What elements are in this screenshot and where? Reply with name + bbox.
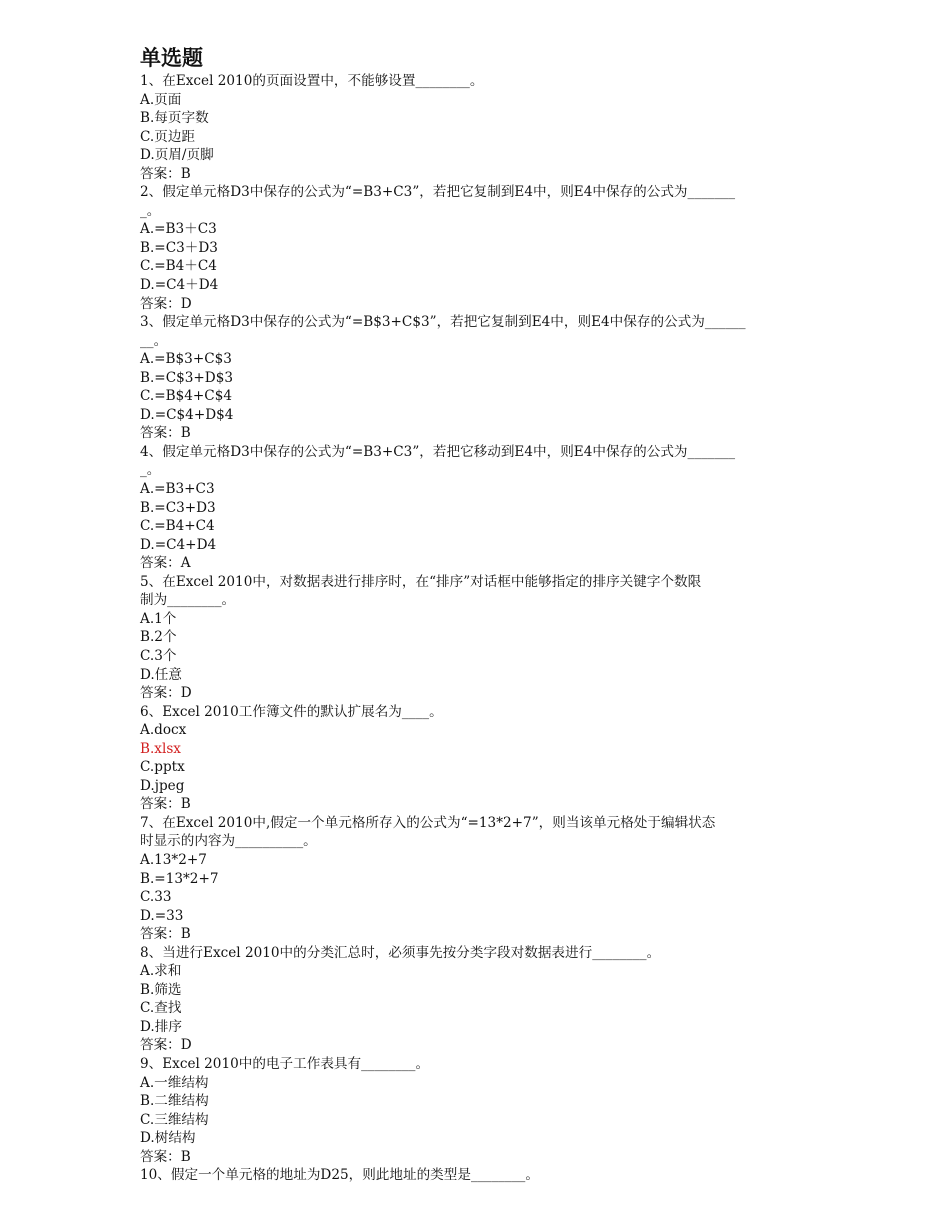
option-item: C.三维结构 xyxy=(140,1111,209,1128)
option-item: C.页边距 xyxy=(140,128,196,145)
option-item: A.求和 xyxy=(140,963,182,980)
option-item: B.二维结构 xyxy=(140,1093,209,1110)
option-item: C.pptx xyxy=(140,759,185,776)
option-item: C.=B4＋C4 xyxy=(140,258,217,275)
question-stem-line: _。 xyxy=(140,202,161,219)
option-item: B.xlsx xyxy=(140,740,181,757)
question-stem-line: 2、假定单元格D3中保存的公式为“=B3+C3”，若把它复制到E4中，则E4中保存的公式为_______ xyxy=(140,184,736,201)
question-block xyxy=(140,703,815,814)
question-block xyxy=(140,573,815,703)
question-stem-line: __。 xyxy=(140,332,168,349)
question-block xyxy=(140,944,815,1055)
option-item: C.=B4+C4 xyxy=(140,518,215,535)
answer-line: 答案：D xyxy=(140,1037,192,1054)
option-item: A.=B3+C3 xyxy=(140,481,215,498)
answer-line: 答案：D xyxy=(140,295,192,312)
option-item: A.1个 xyxy=(140,610,177,627)
answer-line: 答案：B xyxy=(140,1148,191,1165)
question-stem-line: 制为________。 xyxy=(140,592,236,609)
answer-line: 答案：D xyxy=(140,685,192,702)
section-title: 单选题 xyxy=(140,46,203,70)
option-item: B.=C$3+D$3 xyxy=(140,369,233,386)
option-item: B.每页字数 xyxy=(140,110,209,127)
option-item: C.3个 xyxy=(140,647,177,664)
answer-line: 答案：B xyxy=(140,425,191,442)
option-item: D.树结构 xyxy=(140,1130,196,1147)
question-stem-line: 1、在Excel 2010的页面设置中，不能够设置________。 xyxy=(140,73,484,89)
option-item: D.=33 xyxy=(140,907,184,924)
question-stem-line: 3、假定单元格D3中保存的公式为“=B$3+C$3”，若把它复制到E4中，则E4中保存的公式为______ xyxy=(140,314,746,331)
question-stem-line: 9、Excel 2010中的电子工作表具有________。 xyxy=(140,1055,430,1072)
question-stem-line: 8、当进行Excel 2010中的分类汇总时，必须事先按分类字段对数据表进行________。 xyxy=(140,944,661,961)
option-item: C.33 xyxy=(140,889,172,906)
question-block xyxy=(140,72,815,183)
answer-line: 答案：B xyxy=(140,796,191,813)
question-block xyxy=(140,1166,815,1185)
option-item: A.页面 xyxy=(140,91,182,108)
option-item: A.docx xyxy=(140,722,187,739)
answer-line: 答案：B xyxy=(140,165,191,182)
question-stem-line: 6、Excel 2010工作簿文件的默认扩展名为____。 xyxy=(140,703,443,720)
option-item: A.一维结构 xyxy=(140,1074,209,1091)
option-item: C.查找 xyxy=(140,1000,182,1017)
option-item: D.jpeg xyxy=(140,777,185,794)
option-item: B.2个 xyxy=(140,629,177,646)
question-stem-line: 4、假定单元格D3中保存的公式为“=B3+C3”，若把它移动到E4中，则E4中保存的公式为_______ xyxy=(140,443,736,460)
answer-line: 答案：B xyxy=(140,926,191,943)
option-item: D.=C4+D4 xyxy=(140,536,217,553)
option-item: B.=C3＋D3 xyxy=(140,239,218,256)
question-stem-line: 7、在Excel 2010中,假定一个单元格所存入的公式为“=13*2+7”，则当该单元格处于编辑状态 xyxy=(140,814,716,831)
question-stem-line: 10、假定一个单元格的地址为D25，则此地址的类型是________。 xyxy=(140,1167,539,1184)
option-item: D.=C$4+D$4 xyxy=(140,406,234,423)
question-block xyxy=(140,443,815,573)
question-stem-line: 时显示的内容为__________。 xyxy=(140,833,317,850)
option-item: A.=B3＋C3 xyxy=(140,221,217,238)
option-item: D.排序 xyxy=(140,1018,182,1035)
option-item: B.筛选 xyxy=(140,981,182,998)
option-item: B.=C3+D3 xyxy=(140,499,216,516)
option-item: A.13*2+7 xyxy=(140,851,207,868)
answer-line: 答案：A xyxy=(140,555,191,572)
question-block xyxy=(140,814,815,944)
question-stem-line: _。 xyxy=(140,462,161,479)
document-page xyxy=(140,44,815,1185)
question-list xyxy=(140,72,815,1185)
question-block xyxy=(140,183,815,313)
option-item: D.=C4＋D4 xyxy=(140,277,219,294)
question-block xyxy=(140,1055,815,1166)
question-block xyxy=(140,313,815,443)
option-item: D.任意 xyxy=(140,666,182,683)
option-item: A.=B$3+C$3 xyxy=(140,351,232,368)
option-item: D.页眉/页脚 xyxy=(140,147,214,164)
option-item: C.=B$4+C$4 xyxy=(140,388,233,405)
option-item: B.=13*2+7 xyxy=(140,870,219,887)
question-stem-line: 5、在Excel 2010中，对数据表进行排序时，在“排序”对话框中能够指定的排序关键字个数限 xyxy=(140,573,702,590)
